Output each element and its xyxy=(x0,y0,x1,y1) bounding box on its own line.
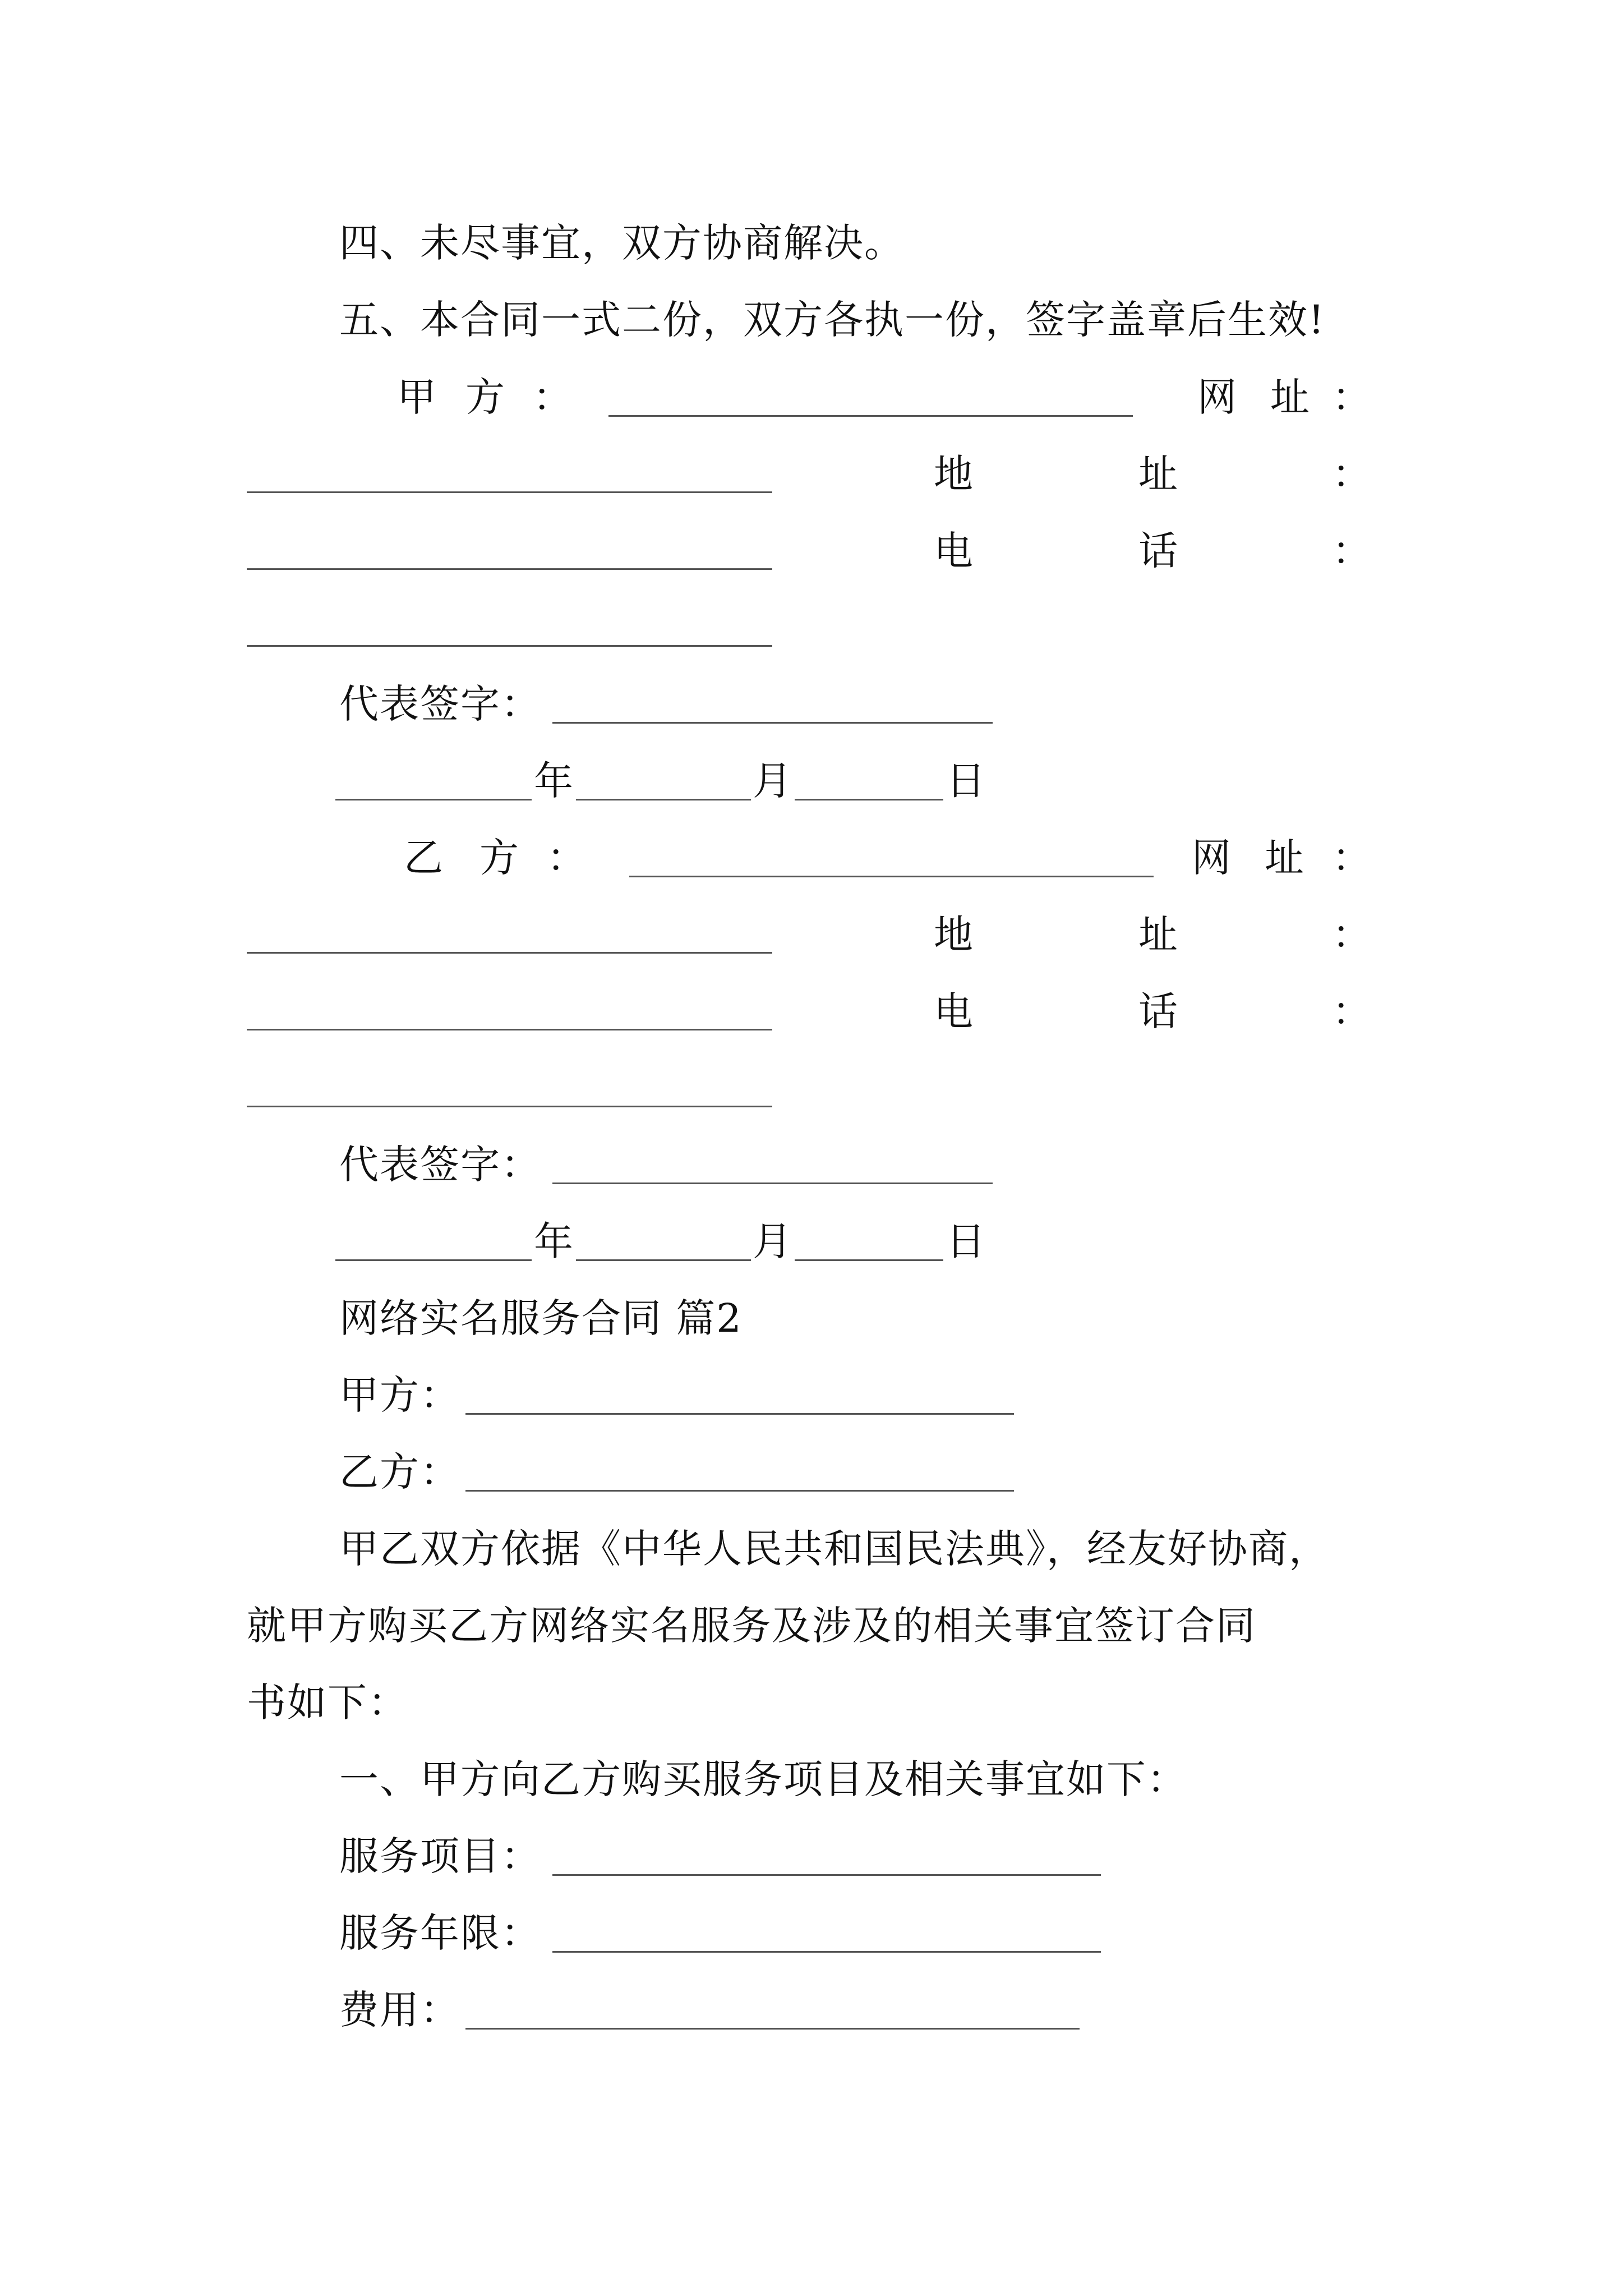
party-b-website-char2: 址 xyxy=(1265,835,1305,881)
party-a-address-colon: ： xyxy=(1332,451,1372,497)
party-b-colon: ： xyxy=(547,835,587,881)
party-a-address-char1: 地 xyxy=(934,451,974,497)
service-item-line xyxy=(552,1874,1101,1876)
section-2-party-a-label: 甲方： xyxy=(339,1372,460,1418)
section-2-title: 网络实名服务合同 篇2 xyxy=(339,1295,743,1341)
party-b-label-char1: 乙 xyxy=(404,835,444,881)
party-a-phone-char1: 电 xyxy=(934,528,974,574)
service-years-label: 服务年限： xyxy=(339,1910,541,1956)
party-a-website-line xyxy=(247,491,772,493)
party-b-year-label: 年 xyxy=(534,1218,574,1264)
party-b-address-line xyxy=(247,1029,772,1030)
party-a-name-line xyxy=(608,415,1133,417)
party-a-signature-line xyxy=(552,722,993,724)
party-b-phone-line xyxy=(247,1106,772,1107)
party-a-phone-line xyxy=(247,645,772,647)
section-2-party-b-line xyxy=(465,1490,1014,1492)
party-b-phone-char2: 话 xyxy=(1138,988,1179,1034)
party-a-website-char2: 址 xyxy=(1270,374,1311,420)
section-2-party-b-label: 乙方： xyxy=(339,1449,460,1495)
party-a-colon: ： xyxy=(533,374,573,420)
party-b-website-char1: 网 xyxy=(1192,835,1232,881)
party-b-address-char1: 地 xyxy=(934,912,974,958)
section-2-intro-line-3: 书如下： xyxy=(247,1680,408,1726)
party-a-address-line xyxy=(247,568,772,570)
fee-line xyxy=(465,2028,1080,2030)
clause-five: 五、本合同一式二份，双方各执一份，签字盖章后生效! xyxy=(339,297,1326,343)
service-item-label: 服务项目： xyxy=(339,1833,541,1879)
section-2-item-1: 一、甲方向乙方购买服务项目及相关事宜如下： xyxy=(339,1756,1187,1802)
party-b-website-colon: ： xyxy=(1332,835,1372,881)
fee-label: 费用： xyxy=(339,1987,460,2033)
party-b-address-colon: ： xyxy=(1332,912,1372,958)
party-a-signature-label: 代表签字： xyxy=(339,681,541,727)
party-b-day-line xyxy=(795,1259,943,1261)
party-b-signature-line xyxy=(552,1182,993,1184)
party-b-month-line xyxy=(576,1259,751,1261)
party-b-website-line xyxy=(247,952,772,954)
party-b-name-line xyxy=(629,876,1154,877)
party-b-phone-char1: 电 xyxy=(934,988,974,1034)
party-b-address-char2: 址 xyxy=(1138,912,1179,958)
party-b-signature-label: 代表签字： xyxy=(339,1142,541,1188)
clause-four: 四、未尽事宜，双方协商解决。 xyxy=(339,220,905,266)
party-b-year-line xyxy=(335,1259,532,1261)
section-2-intro-line-2: 就甲方购买乙方网络实名服务及涉及的相关事宜签订合同 xyxy=(247,1603,1256,1649)
section-2-party-a-line xyxy=(465,1413,1014,1415)
party-a-day-line xyxy=(795,799,943,800)
party-a-day-label: 日 xyxy=(946,758,986,804)
party-b-day-label: 日 xyxy=(946,1218,986,1264)
party-a-year-line xyxy=(335,799,532,800)
party-a-phone-colon: ： xyxy=(1332,528,1372,574)
party-a-year-label: 年 xyxy=(534,758,574,804)
service-years-line xyxy=(552,1951,1101,1953)
party-b-label-char2: 方 xyxy=(479,835,520,881)
party-a-website-char1: 网 xyxy=(1197,374,1238,420)
section-2-intro-line-1: 甲乙双方依据《中华人民共和国民法典》，经友好协商， xyxy=(339,1526,1329,1572)
party-b-phone-colon: ： xyxy=(1332,988,1372,1034)
party-a-month-line xyxy=(576,799,751,800)
party-a-address-char2: 址 xyxy=(1138,451,1179,497)
party-a-label-char2: 方 xyxy=(465,374,506,420)
party-b-month-label: 月 xyxy=(753,1218,793,1264)
party-a-website-colon: ： xyxy=(1332,374,1372,420)
party-a-phone-char2: 话 xyxy=(1138,528,1179,574)
party-a-label-char1: 甲 xyxy=(397,374,437,420)
party-a-month-label: 月 xyxy=(753,758,793,804)
